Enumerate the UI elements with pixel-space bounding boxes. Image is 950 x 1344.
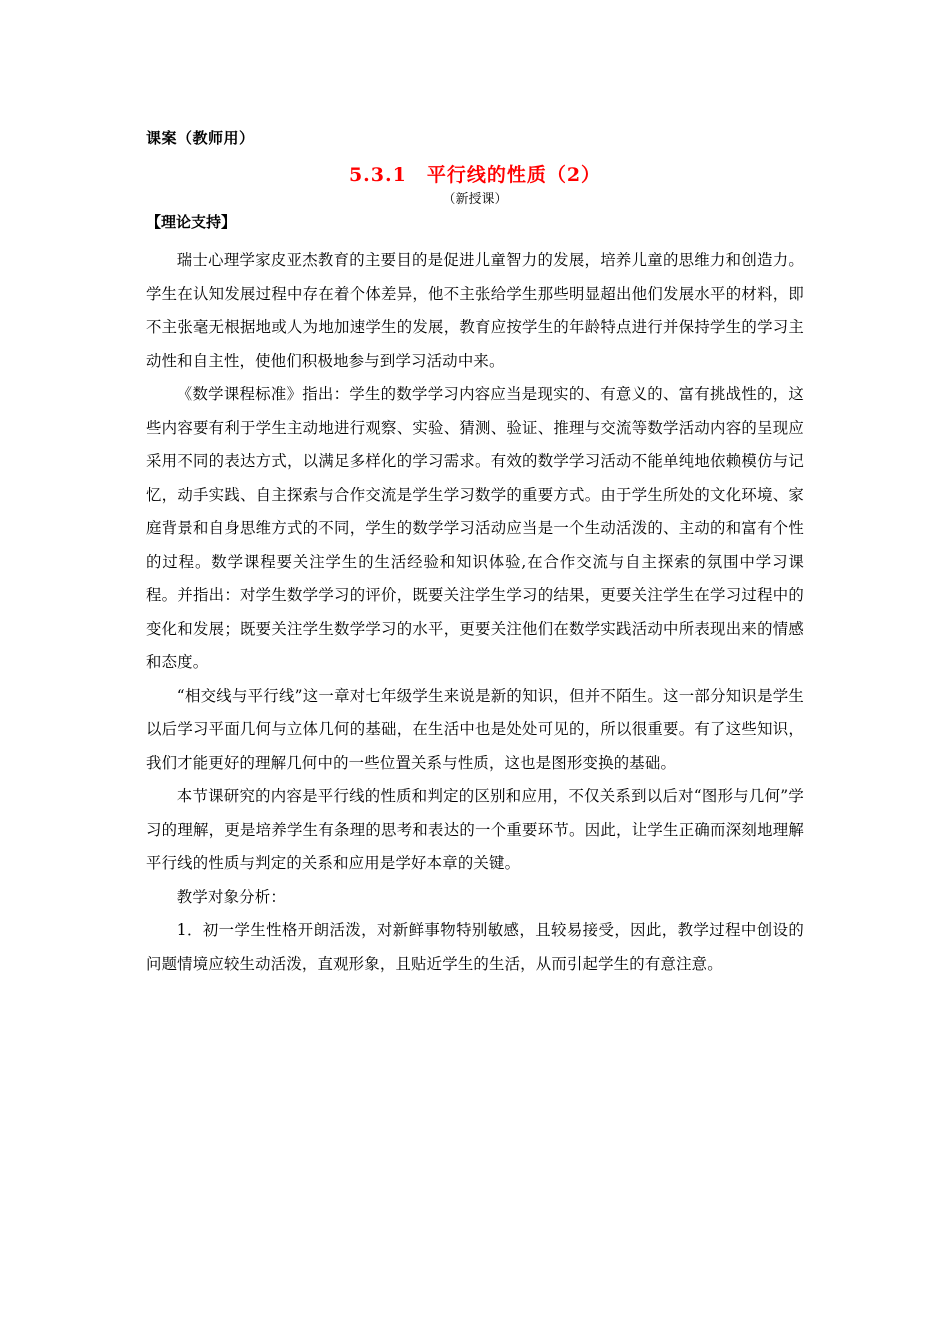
document-body xyxy=(146,244,804,981)
section-heading-theory: 【理论支持】 xyxy=(146,213,237,231)
paragraph-student-analysis-1: 1．初一学生性格开朗活泼，对新鲜事物特别敏感，且较易接受，因此，教学过程中创设的问题情境应较生动活泼，直观形象，且贴近学生的生活，从而引起学生的有意注意。 xyxy=(146,921,804,973)
paragraph-chapter-importance: “相交线与平行线”这一章对七年级学生来说是新的知识，但并不陌生。这一部分知识是学生以后学习平面几何与立体几何的基础，在生活中也是处处可见的，所以很重要。有了这些知识，我们才能更好的理解几何中的一些位置关系与性质，这也是图形变换的基础。 xyxy=(146,686,804,772)
lesson-type-label: 课案（教师用） xyxy=(146,129,255,147)
paragraph-lesson-content: 本节课研究的内容是平行线的性质和判定的区别和应用，不仅关系到以后对“图形与几何”学习的理解，更是培养学生有条理的思考和表达的一个重要环节。因此，让学生正确而深刻地理解平行线的性质与判定的关系和应用是学好本章的关键。 xyxy=(146,787,804,872)
paragraph-piaget: 瑞士心理学家皮亚杰教育的主要目的是促进儿童智力的发展，培养儿童的思维力和创造力。学生在认知发展过程中存在着个体差异，他不主张给学生那些明显超出他们发展水平的材料，即不主张毫无根据地或人为地加速学生的发展，教育应按学生的年龄特点进行并保持学生的学习主动性和自主性，使他们积极地参与到学习活动中来。 xyxy=(146,251,804,370)
paragraph-student-analysis-heading: 教学对象分析： xyxy=(176,887,286,906)
paragraph-curriculum-standard: 《数学课程标准》指出：学生的数学学习内容应当是现实的、有意义的、富有挑战性的，这些内容要有利于学生主动地进行观察、实验、猜测、验证、推理与交流等数学活动内容的呈现应采用不同的表达方式，以满足多样化的学习需求。有效的数学学习活动不能单纯地依赖模仿与记忆，动手实践、自主探索与合作交流是学生学习数学的重要方式。由于学生所处的文化环境、家庭背景和自身思维方式的不同，学生的数学学习活动应当是一个生动活泼的、主动的和富有个性的过程。数学课程要关注学生的生活经验和知识体验,在合作交流与自主探索的氛围中学习课程。并指出：对学生数学学习的评价，既要关注学生学习的结果，更要关注学生在学习过程中的变化和发展；既要关注学生数学学习的水平，更要关注他们在数学实践活动中所表现出来的情感和态度。 xyxy=(146,385,804,671)
lesson-subtitle: （新授课） xyxy=(442,192,508,207)
lesson-title: 5.3.1 平行线的性质（2） xyxy=(348,164,602,186)
